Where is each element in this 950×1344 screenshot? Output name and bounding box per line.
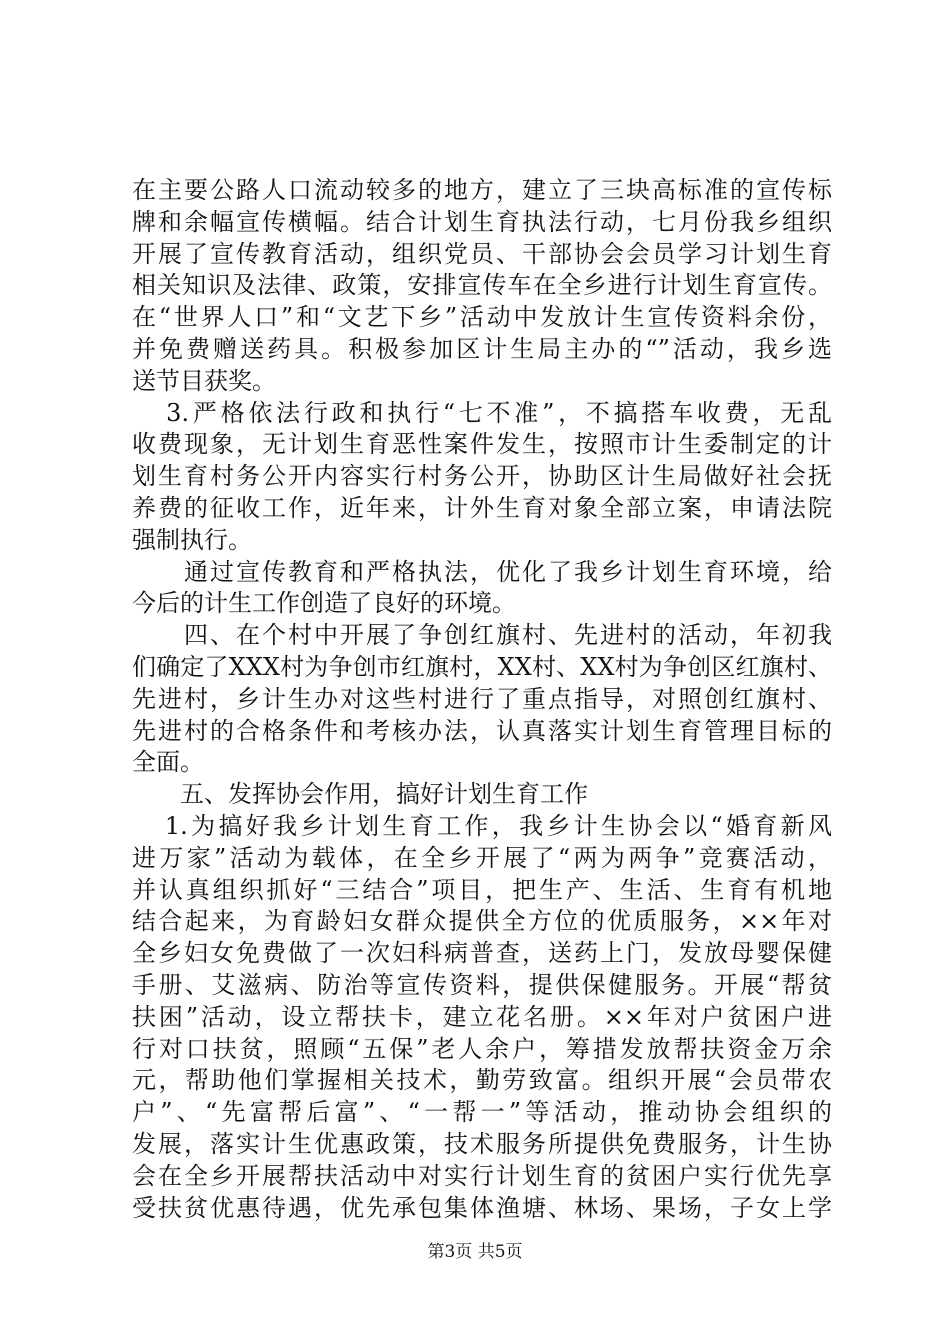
text-line: 通过宣传教育和严格执法，优化了我乡计划生育环境，给: [132, 557, 832, 586]
text-line: 会在全乡开展帮扶活动中对实行计划生育的贫困户实行优先享: [132, 1161, 832, 1190]
text-line: 受扶贫优惠待遇，优先承包集体渔塘、林场、果场，子女上学: [132, 1193, 832, 1222]
text-line: 开展了宣传教育活动，组织党员、干部协会会员学习计划生育: [132, 239, 832, 268]
text-line: 强制执行。: [132, 525, 252, 554]
text-line: 进万家”活动为载体，在全乡开展了“两为两争”竞赛活动，: [132, 843, 832, 872]
text-line: 3.严格依法行政和执行“七不准”，不搞搭车收费，无乱: [132, 398, 832, 427]
text-line: 户”、“先富帮后富”、“一帮一”等活动，推动协会组织的: [132, 1098, 832, 1127]
text-line: 今后的计生工作创造了良好的环境。: [132, 589, 516, 618]
text-line: 们确定了XXX村为争创市红旗村，XX村、XX村为争创区红旗村、: [132, 652, 832, 681]
text-line: 在“世界人口”和“文艺下乡”活动中发放计生宣传资料余份，: [132, 303, 832, 332]
text-line: 发展，落实计生优惠政策，技术服务所提供免费服务，计生协: [132, 1129, 832, 1158]
text-line: 在主要公路人口流动较多的地方，建立了三块高标准的宣传标: [132, 176, 832, 204]
text-line: 1.为搞好我乡计划生育工作，我乡计生协会以“婚育新风: [132, 811, 832, 840]
text-line: 全面。: [132, 748, 204, 777]
page-number-footer: 第3页 共5页: [427, 1242, 523, 1262]
section-heading: 五、发挥协会作用，搞好计划生育工作: [132, 780, 588, 809]
text-line: 并免费赠送药具。积极参加区计生局主办的“”活动，我乡选: [132, 334, 832, 363]
text-line: 养费的征收工作，近年来，计外生育对象全部立案，申请法院: [132, 493, 832, 522]
text-line: 结合起来，为育龄妇女群众提供全方位的优质服务，××年对: [132, 907, 832, 936]
text-line: 划生育村务公开内容实行村务公开，协助区计生局做好社会抚: [132, 462, 832, 491]
text-line: 相关知识及法律、政策，安排宣传车在全乡进行计划生育宣传。: [132, 271, 832, 300]
text-line: 扶困”活动，设立帮扶卡，建立花名册。××年对户贫困户进: [132, 1002, 832, 1031]
text-line: 牌和余幅宣传横幅。结合计划生育执法行动，七月份我乡组织: [132, 207, 832, 236]
text-line: 并认真组织抓好“三结合”项目，把生产、生活、生育有机地: [132, 875, 832, 904]
text-line: 送节目获奖。: [132, 366, 276, 395]
text-line: 全乡妇女免费做了一次妇科病普查，送药上门，发放母婴保健: [132, 939, 832, 968]
document-body: [132, 175, 832, 1224]
text-line: 先进村，乡计生办对这些村进行了重点指导，对照创红旗村、: [132, 684, 832, 713]
text-line: 元，帮助他们掌握相关技术，勤劳致富。组织开展“会员带农: [132, 1066, 832, 1095]
text-line: 先进村的合格条件和考核办法，认真落实计划生育管理目标的: [132, 716, 832, 745]
text-line: 手册、艾滋病、防治等宣传资料，提供保健服务。开展“帮贫: [132, 970, 832, 999]
text-line: 四、在个村中开展了争创红旗村、先进村的活动，年初我: [132, 621, 832, 650]
text-line: 行对口扶贫，照顾“五保”老人余户，筹措发放帮扶资金万余: [132, 1034, 832, 1063]
text-line: 收费现象，无计划生育恶性案件发生，按照市计生委制定的计: [132, 430, 832, 459]
